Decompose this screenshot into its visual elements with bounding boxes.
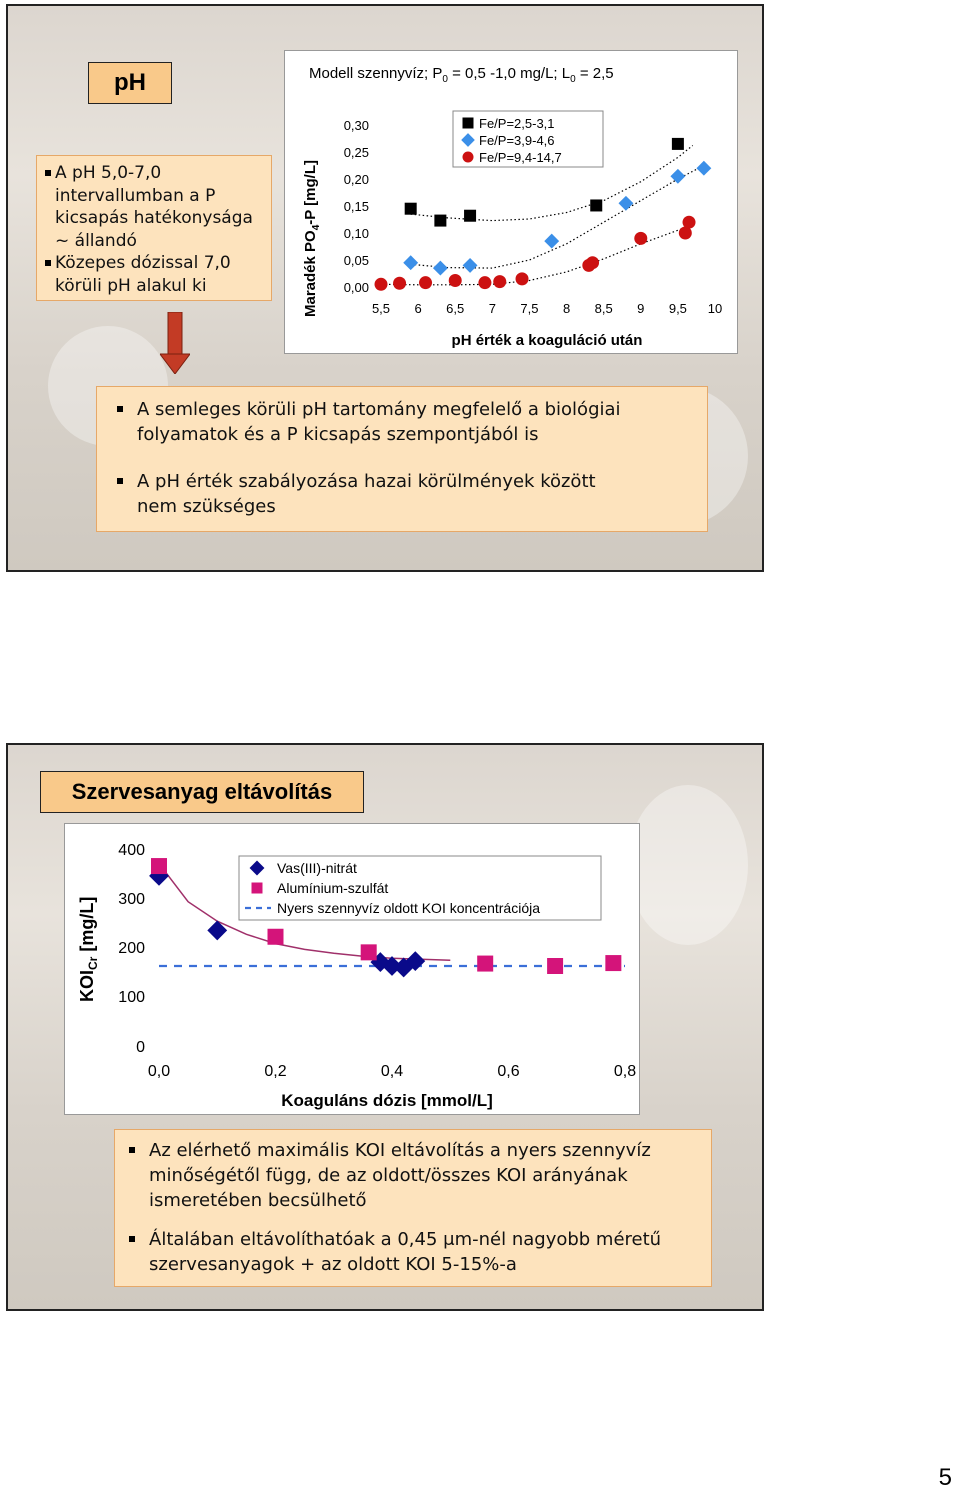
data-point [672,138,684,150]
y-tick-label: 0,15 [343,199,369,214]
data-point [516,272,529,285]
data-point [375,278,388,291]
bullet-item [109,469,699,519]
bullet-line: A pH 5,0-7,0 [55,163,162,183]
x-tick-label: 6 [414,301,422,316]
y-tick-label: 100 [118,989,145,1006]
slide-title: Szervesanyag eltávolítás [40,771,364,813]
bullet-item [45,162,265,252]
ylabel-part: KOI [77,969,97,1002]
y-tick-label: 0,00 [343,280,369,295]
y-tick-label: 0,30 [343,118,369,133]
data-point [586,256,599,269]
x-tick-label: 10 [707,301,723,316]
title-part: 0 [570,74,576,85]
data-point [544,234,559,249]
bullet-line: kicsapás hatékonysága [55,208,253,228]
x-tick-label: 5,5 [371,301,391,316]
x-tick-label: 0,4 [380,1063,404,1080]
bullet-icon [129,1236,135,1242]
x-tick-label: 0,0 [147,1063,171,1080]
x-tick-label: 9 [637,301,645,316]
bullet-line: ~ állandó [55,230,137,251]
data-point [361,944,377,960]
data-point [590,199,602,211]
title-part: Modell szennyvíz; P [309,65,443,82]
data-point [463,258,478,273]
bullet-line: minőségétől függ, de az oldott/összes KOI arányának [149,1165,628,1186]
data-point [670,169,685,184]
bullet-line: Az elérhető maximális KOI eltávolítás a nyers szennyvíz [149,1140,651,1161]
data-point [478,276,491,289]
bullet-icon [117,478,123,484]
trend-line [411,166,704,269]
data-point [393,277,406,290]
y-tick-label: 0,25 [343,145,369,160]
legend-marker [463,118,474,129]
bullet-icon [45,260,51,266]
bullet-item [109,397,699,447]
ylabel-part: Maradék PO [302,230,319,317]
bullet-line: A pH érték szabályozása hazai körülmények között [137,471,596,492]
conclusion-box [96,386,708,532]
x-axis-label: pH érték a koaguláció után [451,332,643,349]
ylabel-part: Cr [86,956,100,970]
y-tick-label: 300 [118,891,145,908]
bullet-line: szervesanyagok + az oldott KOI 5-15%-a [149,1254,517,1275]
x-tick-label: 0,8 [613,1063,637,1080]
legend-marker [252,883,263,894]
koi-chart [64,823,640,1115]
y-tick-label: 0 [136,1039,145,1056]
page-number: 5 [938,1464,952,1491]
x-tick-label: 7 [488,301,496,316]
x-tick-label: 8 [562,301,571,316]
data-point [634,232,647,245]
slide-title: pH [88,62,172,104]
x-tick-label: 6,5 [446,301,465,316]
summary-box [36,155,272,301]
data-point [151,858,167,874]
ph-chart-svg [285,51,739,355]
data-point [493,275,506,288]
bullet-icon [117,406,123,412]
data-point [605,955,621,971]
bullet-line: A semleges körüli pH tartomány megfelelő a biológiai [137,399,621,420]
data-point [433,261,448,276]
title-part: = 2,5 [575,65,614,82]
y-tick-label: 0,20 [343,172,369,187]
data-point [547,958,563,974]
data-point [464,210,476,222]
bullet-line: Közepes dózissal 7,0 [55,253,231,273]
y-tick-label: 200 [118,940,145,957]
bullet-icon [45,170,51,176]
bullet-line: intervallumban a P [55,185,216,206]
ph-chart [284,50,738,354]
x-tick-label: 0,6 [497,1063,520,1080]
conclusion-box [114,1129,712,1287]
bullet-line: folyamatok és a P kicsapás szempontjából is [137,424,539,445]
bullet-item [121,1227,703,1277]
y-tick-label: 0,05 [343,253,369,268]
down-arrow-icon [160,312,190,374]
legend-label: Nyers szennyvíz oldott KOI koncentrációja [277,900,541,916]
bullet-line: ismeretében becsülhető [149,1190,367,1211]
x-tick-label: 8,5 [594,301,613,316]
title-part: 0 [442,74,448,85]
x-tick-label: 7,5 [520,301,539,316]
y-axis-label [77,897,100,1002]
data-point [403,255,418,270]
data-point [449,274,462,287]
x-tick-label: 9,5 [668,301,687,316]
data-point [683,216,696,229]
legend-marker [463,152,474,163]
bullet-line: Általában eltávolíthatóak a 0,45 μm-nél nagyobb méretű [149,1229,662,1250]
ylabel-part: [mg/L] [77,896,97,957]
slide-ph [6,4,764,572]
ylabel-part: -P [mg/L] [302,160,319,225]
ylabel-part: 4 [311,224,322,231]
y-tick-label: 0,10 [343,226,369,241]
x-axis-label: Koaguláns dózis [mmol/L] [281,1091,493,1110]
title-part: = 0,5 -1,0 mg/L; L [447,65,571,82]
data-point [477,956,493,972]
legend-label: Fe/P=3,9-4,6 [479,133,555,148]
data-point [434,215,446,227]
y-axis-label [302,160,322,317]
data-point [405,203,417,215]
legend-label: Alumínium-szulfát [277,880,389,896]
bullet-icon [129,1147,135,1153]
chart-title [309,65,614,85]
bullet-item [121,1138,703,1213]
koi-chart-svg [65,824,641,1116]
legend-label: Fe/P=9,4-14,7 [479,150,562,165]
slide-organic-removal [6,743,764,1311]
bullet-line: nem szükséges [137,496,276,517]
legend-label: Fe/P=2,5-3,1 [479,116,555,131]
legend [239,856,601,920]
legend-label: Vas(III)-nitrát [277,860,357,876]
bullet-item [45,252,265,297]
x-tick-label: 0,2 [264,1063,287,1080]
data-point [268,929,284,945]
bullet-line: körüli pH alakul ki [55,275,207,296]
legend [453,111,603,167]
data-point [207,920,227,940]
data-point [618,196,633,211]
data-point [696,161,711,176]
trend-line [381,225,693,285]
data-point [419,276,432,289]
y-tick-label: 400 [118,842,145,859]
